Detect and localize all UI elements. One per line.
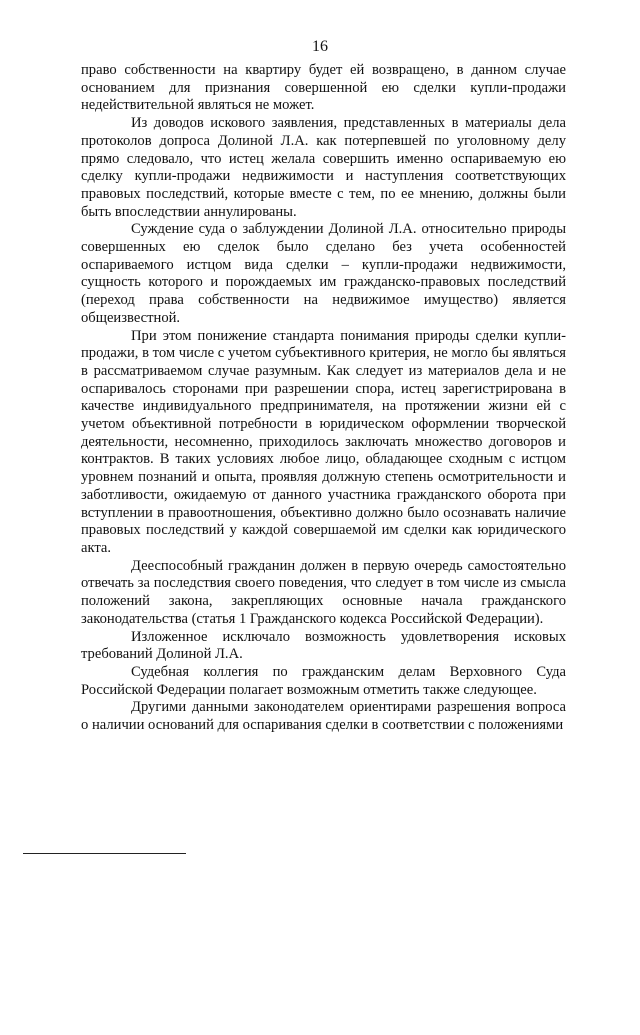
paragraph-judicial-board: Судебная коллегия по гражданским делам Верховного Суда Российской Федерации полагает возможным отметить также следующее. xyxy=(81,663,566,698)
paragraph-standard-of-understanding: При этом понижение стандарта понимания природы сделки купли-продажи, в том числе с учетом субъективного критерия, не могло бы являться в рассматриваемом случае разумным. Как следует из материалов дела и не оспаривалось сторонами при разрешении спора, истец зарегистрирована в качестве индивидуального предпринимателя, на протяжении жизни ей с учетом объективной потребности в юридическом оформлении творческой деятельности, несомненно, приходилось заключать множество договоров и контрактов. В таких условиях любое лицо, обладающее сходным с истцом уровнем познаний и опыта, проявляя должную степень осмотрительности и заботливости, ожидаемую от данного участника гражданского оборота при вступлении в правоотношения, объективно должно было осознавать наличие правовых последствий у каждой совершаемой им сделки как юридического акта. xyxy=(81,327,566,556)
paragraph-court-judgment: Суждение суда о заблуждении Долиной Л.А. относительно природы совершенных ею сделок было сделано без учета особенностей оспариваемого истцом вида сделки – купли-продажи недвижимости, сущность которого и порождаемых им гражданско-правовых последствий (переход права собственности на недвижимое имущество) является общеизвестной. xyxy=(81,221,566,326)
paragraph-capable-citizen: Дееспособный гражданин должен в первую очередь самостоятельно отвечать за последствия своего поведения, что следует в том числе из смысла положений закона, закрепляющих основные начала гражданского законодательства (статья 1 Гражданского кодекса Российской Федерации). xyxy=(81,557,566,627)
document-body xyxy=(81,62,566,735)
paragraph-other-guidelines: Другими данными законодателем ориентирами разрешения вопроса о наличии оснований для оспаривания сделки в соответствии с положениями xyxy=(81,699,566,734)
footnote-separator xyxy=(23,853,186,854)
page-number: 16 xyxy=(312,38,328,55)
paragraph-conclusion: Изложенное исключало возможность удовлетворения исковых требований Долиной Л.А. xyxy=(81,628,566,663)
paragraph-continuation: право собственности на квартиру будет ей возвращено, в данном случае основанием для признания совершенной ею сделки купли-продажи недействительной являться не может. xyxy=(81,62,566,114)
paragraph-claim-arguments: Из доводов искового заявления, представленных в материалы дела протоколов допроса Долиной Л.А. как потерпевшей по уголовному делу прямо следовало, что истец желала совершить именно оспариваемую ею сделку купли-продажи недвижимости и наступления соответствующих правовых последствий, которые вместе с тем, по ее мнению, должны были быть впоследствии аннулированы. xyxy=(81,115,566,220)
